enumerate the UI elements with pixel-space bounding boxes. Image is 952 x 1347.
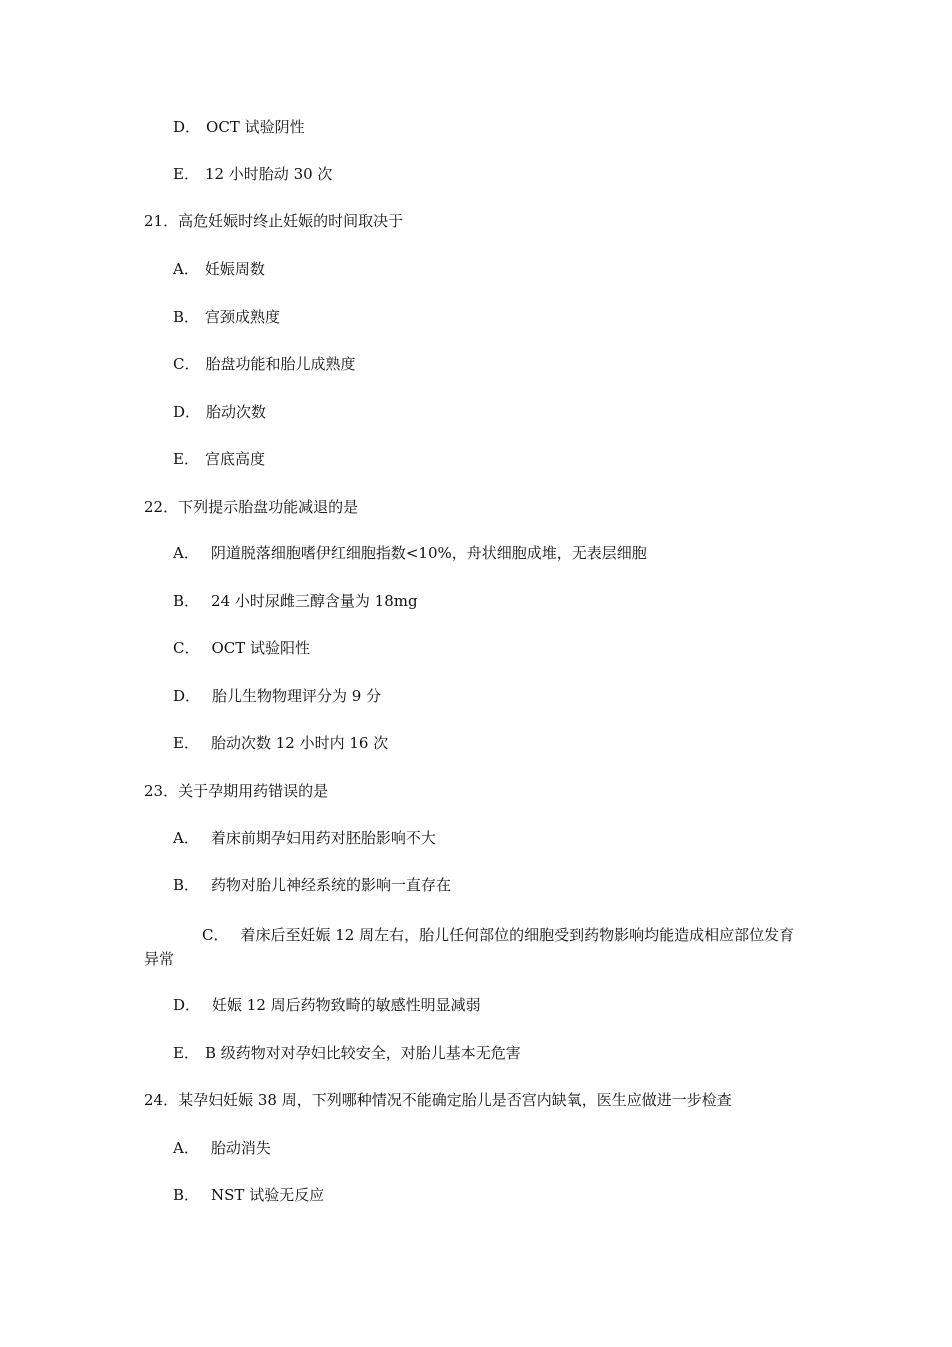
option-text: OCT 试验阳性 <box>211 639 311 657</box>
option-text: OCT 试验阴性 <box>206 118 305 136</box>
option-label: B． <box>173 308 200 326</box>
option-22-d <box>173 686 381 706</box>
option-22-c <box>173 638 310 658</box>
option-label: D． <box>173 403 201 421</box>
option-label: E． <box>173 165 199 183</box>
option-21-d <box>173 402 266 422</box>
option-text: 12 小时胎动 30 次 <box>204 165 333 183</box>
option-23-e <box>173 1043 521 1063</box>
question-number: 24． <box>144 1091 179 1109</box>
option-text: 胎盘功能和胎儿成熟度 <box>205 355 356 373</box>
option-20-e <box>173 164 332 184</box>
option-text: B 级药物对对孕妇比较安全，对胎儿基本无危害 <box>204 1044 521 1062</box>
option-text: 24 小时尿雌三醇含量为 18mg <box>211 592 418 610</box>
option-label: A． <box>173 829 199 847</box>
option-21-c <box>173 354 356 374</box>
option-label: B． <box>173 876 200 894</box>
option-text: 胎儿生物物理评分为 9 分 <box>212 687 382 705</box>
option-23-b <box>173 875 451 895</box>
option-23-d <box>173 995 481 1015</box>
option-23-c <box>144 923 804 971</box>
option-label: D． <box>173 996 201 1014</box>
option-text: NST 试验无反应 <box>211 1186 325 1204</box>
option-label: C． <box>173 639 200 657</box>
option-text: 妊娠 12 周后药物致畸的敏感性明显减弱 <box>212 996 481 1014</box>
question-number: 21． <box>144 212 179 230</box>
option-23-a <box>173 828 436 848</box>
option-label: A． <box>173 260 199 278</box>
question-21 <box>144 211 403 231</box>
option-label: D． <box>173 118 201 136</box>
option-label: D． <box>173 687 201 705</box>
option-22-e <box>173 733 388 753</box>
option-label: E． <box>173 450 199 468</box>
option-20-d <box>173 117 305 137</box>
question-22 <box>144 497 358 517</box>
option-label: E． <box>173 1044 199 1062</box>
question-24 <box>144 1090 732 1110</box>
question-text: 关于孕期用药错误的是 <box>178 782 329 800</box>
option-21-e <box>173 449 265 469</box>
option-24-a <box>173 1138 271 1158</box>
option-text: 妊娠周数 <box>204 260 265 278</box>
option-label: A． <box>173 1139 199 1157</box>
question-23 <box>144 781 328 801</box>
option-text: 药物对胎儿神经系统的影响一直存在 <box>211 876 452 894</box>
option-21-a <box>173 259 265 279</box>
option-label: A． <box>173 544 199 562</box>
question-number: 22． <box>144 498 179 516</box>
option-text: 阴道脱落细胞嗜伊红细胞指数<10%，舟状细胞成堆，无表层细胞 <box>210 544 647 562</box>
option-text: 宫颈成熟度 <box>205 308 281 326</box>
question-text: 某孕妇妊娠 38 周，下列哪种情况不能确定胎儿是否宫内缺氧，医生应做进一步检查 <box>178 1091 732 1109</box>
option-label: C． <box>173 355 200 373</box>
option-text: 胎动次数 <box>206 403 267 421</box>
option-text: 宫底高度 <box>204 450 265 468</box>
question-number: 23． <box>144 782 179 800</box>
option-text: 胎动次数 12 小时内 16 次 <box>210 734 389 752</box>
option-21-b <box>173 307 280 327</box>
option-24-b <box>173 1185 324 1205</box>
option-22-a <box>173 543 647 563</box>
question-text: 高危妊娠时终止妊娠的时间取决于 <box>178 212 404 230</box>
option-label: B． <box>173 592 200 610</box>
question-text: 下列提示胎盘功能减退的是 <box>178 498 359 516</box>
option-text: 着床后至妊娠 12 周左右，胎儿任何部位的细胞受到药物影响均能造成相应部位发育异常 <box>144 926 795 968</box>
option-text: 着床前期孕妇用药对胚胎影响不大 <box>210 829 436 847</box>
option-22-b <box>173 591 418 611</box>
option-label: E． <box>173 734 199 752</box>
option-label: C． <box>202 926 229 944</box>
option-label: B． <box>173 1186 200 1204</box>
option-text: 胎动消失 <box>210 1139 271 1157</box>
